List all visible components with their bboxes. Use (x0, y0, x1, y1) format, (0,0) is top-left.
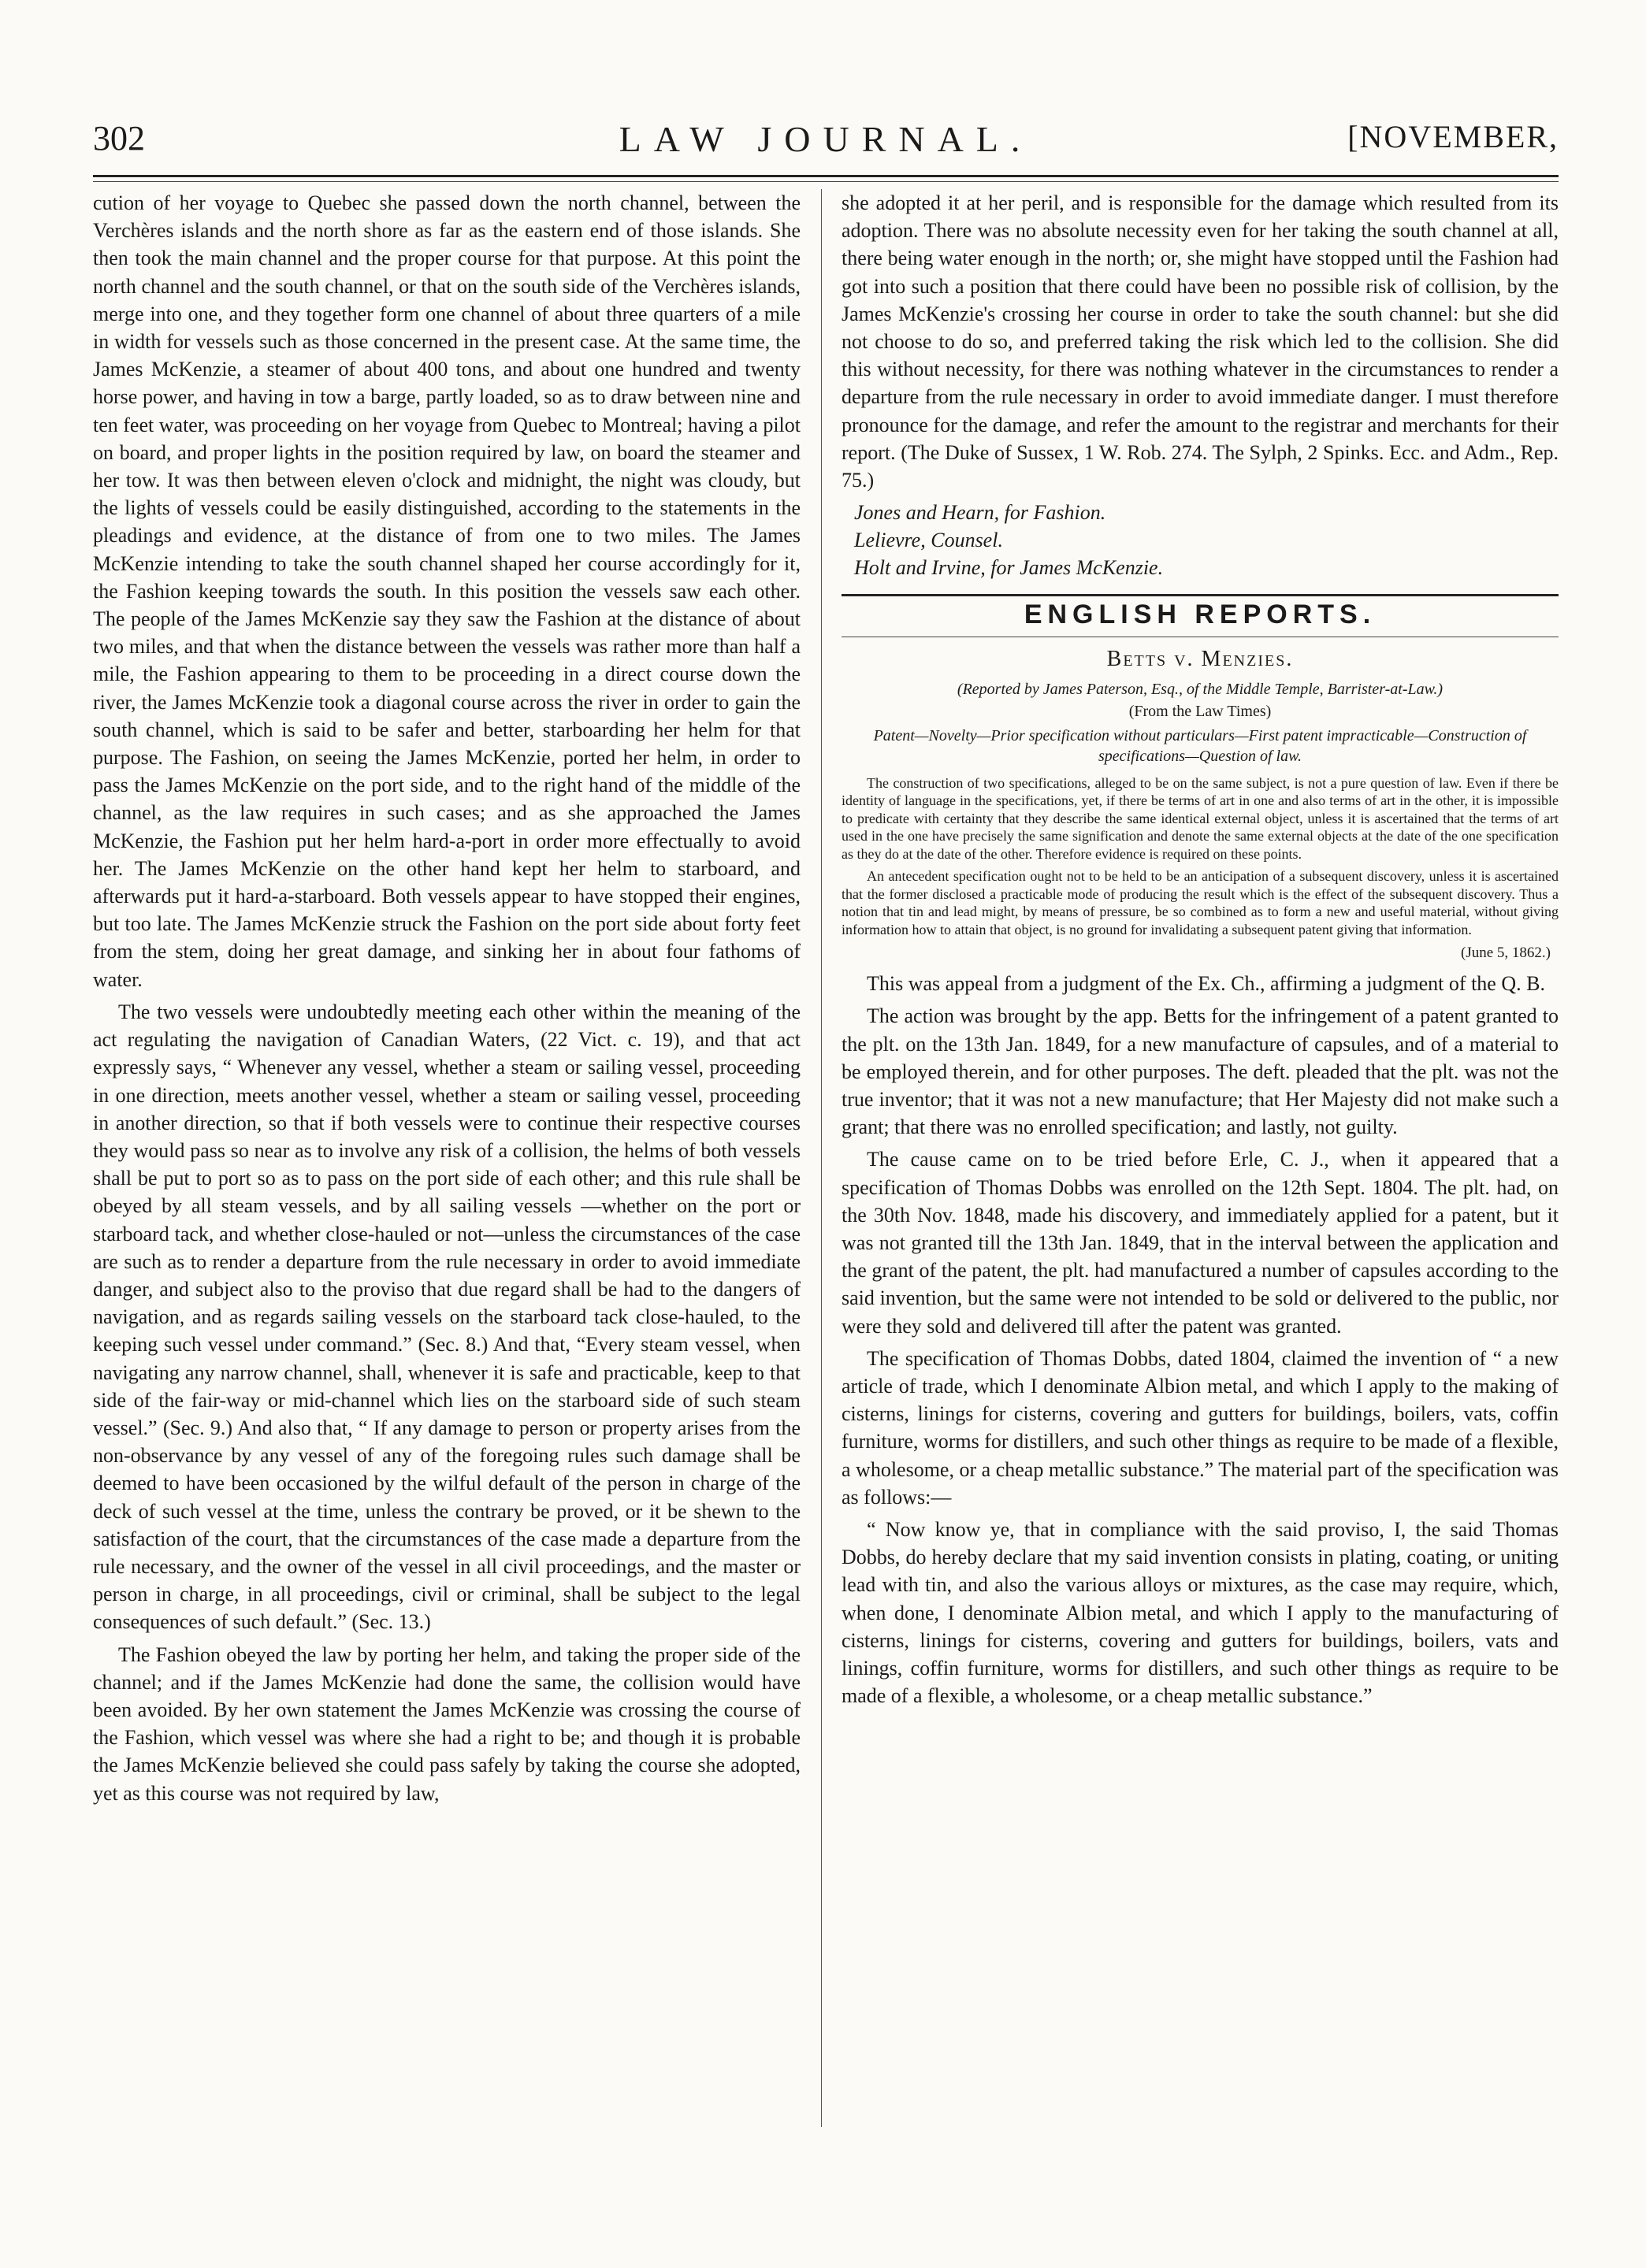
header-rule-thin (93, 181, 1559, 182)
judgment-date: (June 5, 1862.) (1461, 945, 1551, 962)
counsel-line: Jones and Hearn, for Fashion. (854, 501, 1106, 525)
page-header (93, 118, 1559, 167)
case-title: Betts v. Menzies. (1106, 647, 1294, 672)
paragraph: The two vessels were undoubtedly meeting each other within the meaning of the act regulating the navigation of Canadian Waters, (22 Vict. c. 19), and that act expressly says, “ Whenever any vessel, whether a steam or sailing vessel, proceeding in one direction, meets another vessel, whether a steam or sailing vessel, proceeding in another direction, so that if both vessels were to continue their respective courses they would pass so near as to involve any risk of a collision, the helms of both vessels shall be put to port so as to pass on the port side of each other; and this rule shall be obeyed by all steam vessels, and by all sailing vessels —whether on the port or starboard tack, and whether close-hauled or not—unless the circumstances of the case are such as to render a departure from the rule necessary in order to avoid immediate danger, and subject also to the proviso that due regard shall be had to the dangers of navigation, and as regards sailing vessels on the starboard tack close-hauled, to the keeping such vessel under command.” (Sec. 8.) And that, “Every steam vessel, when navigating any narrow channel, shall, whenever it is safe and practicable, keep to that side of the fair-way or mid-channel which lies on the starboard side of such steam vessel.” (Sec. 9.) And also that, “ If any damage to person or property arises from the non-observance by any vessel of any of the foregoing rules such damage shall be deemed to have been occasioned by the wilful default of the person in charge of the deck of such vessel at the time, unless the contrary be proved, or it be shewn to the satisfaction of the court, that the circumstances of the case made a departure from the rule necessary, and the owner of the vessel in all civil proceedings, and the master or person in charge, in all proceedings, civil or criminal, shall be subject to the legal consequences of such default.” (Sec. 13.) (93, 1000, 801, 1634)
paragraph: The specification of Thomas Dobbs, dated 1804, claimed the invention of “ a new article of trade, which I denominate Albion metal, and which I apply to the making of cisterns, linings for cisterns, covering and gutters for buildings, boilers, vats, coffin furniture, worms for distillers, and such other things as require to be made of a flexible, a wholesome, or a cheap metallic substance.” The material part of the specification was as follows:— (842, 1346, 1559, 1509)
counsel-line: Holt and Irvine, for James McKenzie. (854, 556, 1164, 580)
issue-month: [NOVEMBER, (1347, 119, 1559, 154)
subject-line: Patent—Novelty—Prior specification without particulars—First patent impracticable—Construction of specifications—Question of law. (873, 726, 1527, 765)
headnote: The construction of two specifications, alleged to be on the same subject, is not a pure question of law. Even if there be identity of language in the specifications, yet, if there be terms of art in one and also terms of art in the other, it is impossible to predicate with certainty that they describe the same identical external object, unless it is ascertained that the terms of art used in the one have precisely the same signification and denote the same external objects at the date of the one specification as they do at the date of the other. Therefore evidence is required on these points. (842, 774, 1559, 862)
headnote: An antecedent specification ought not to be held to be an anticipation of a subsequent discovery, unless it is ascertained that the former disclosed a practicable mode of producing the result which is the effect of the subsequent discovery. Thus a notion that tin and lead might, by means of pressure, be so combined as to form a new and useful material, without giving information how to attain that object, is no ground for invalidating a subsequent patent giving that information. (842, 868, 1559, 937)
paragraph: she adopted it at her peril, and is responsible for the damage which resulted from its adoption. There was no absolute necessity even for her taking the south channel at all, there being water enough in the north; or, she might have stopped until the Fashion had got into such a position that there could have been no possible risk of collision, by the James McKenzie's crossing her course in order to take the south channel: but she did not choose to do so, and preferred taking the risk which led to the collision. She did this without necessity, for there was nothing whatever in the circumstances to render a departure from the rule necessary in order to avoid immediate danger. I must therefore pronounce for the damage, and refer the amount to the registrar and merchants for their report. (The Duke of Sussex, 1 W. Rob. 274. The Sylph, 2 Spinks. Ecc. and Adm., Rep. 75.) (842, 191, 1559, 492)
paragraph: The Fashion obeyed the law by porting her helm, and taking the proper side of the channel; and if the James McKenzie had done the same, the collision would have been avoided. By her own statement the James McKenzie was crossing the course of the Fashion, which vessel was where she had a right to be; and though it is probable the James McKenzie believed she could pass safely by taking the course she adopted, yet as this course was not required by law, (93, 1643, 801, 1805)
section-rule (842, 594, 1559, 596)
paragraph: The action was brought by the app. Betts for the infringement of a patent granted to the plt. on the 13th Jan. 1849, for a new manufacture of capsules, and of a material to be employed therein, and for other purposes. The deft. pleaded that the plt. was not the true inventor; that it was not a new manufacture; that Her Majesty did not make such a grant; that there was no enrolled specification; and lastly, not guilty. (842, 1004, 1559, 1139)
reporter-line: (Reported by James Paterson, Esq., of the Middle Temple, Barrister-at-Law.) (957, 680, 1444, 698)
paragraph: The cause came on to be tried before Erle, C. J., when it appeared that a specification of Thomas Dobbs was enrolled on the 12th Sept. 1804. The plt. had, on the 30th Nov. 1848, made his discovery, and immediately applied for a patent, but it was not granted till the 13th Jan. 1849, that in the interval between the application and the grant of the patent, the plt. had manufactured a number of capsules according to the said invention, but the same were not intended to be sold or delivered to the public, nor were they sold and delivered till after the patent was granted. (842, 1148, 1559, 1338)
left-column (93, 189, 801, 2135)
counsel-list (854, 499, 1559, 581)
paragraph: This was appeal from a judgment of the Ex. Ch., affirming a judgment of the Q. B. (867, 972, 1545, 996)
section-title: ENGLISH REPORTS. (1024, 599, 1377, 630)
source-line: (From the Law Times) (1128, 702, 1272, 720)
page-number: 302 (93, 119, 145, 158)
journal-title: LAW JOURNAL. (619, 119, 1033, 159)
header-rule (93, 175, 1559, 177)
counsel-line: Lelievre, Counsel. (854, 529, 1003, 552)
right-column (842, 189, 1559, 2135)
paragraph: cution of her voyage to Quebec she passed down the north channel, between the Verchères islands and the north shore as far as the eastern end of those islands. She then took the main channel and the proper course for that purpose. At this point the north channel and the south channel, or that on the south side of the Verchères islands, merge into one, and they together form one channel of about three quarters of a mile in width for vessels such as those concerned in the present case. At the same time, the James McKenzie, a steamer of about 400 tons, and about one hundred and twenty horse power, and having in tow a barge, partly loaded, so as to draw between nine and ten feet water, was proceeding on her voyage from Quebec to Montreal; having a pilot on board, and proper lights in the position required by law, on board the steamer and her tow. It was then between eleven o'clock and midnight, the night was cloudy, but the lights of vessels could be easily distinguished, according to the statements in the pleadings and evidence, at the distance of from one to two miles. The James McKenzie intending to take the south channel shaped her course accordingly for it, the Fashion keeping towards the south. In this position the vessels saw each other. The people of the James McKenzie say they saw the Fashion at the distance of about two miles, and that when the distance between the vessels was rather more than half a mile, the Fashion appearing to them to be proceeding in a direct course down the river, the James McKenzie took a diagonal course across the river in order to gain the south channel, which is said to be safer and better, starboarding her helm for that purpose. The Fashion, on seeing the James McKenzie, ported her helm, in order to pass the James McKenzie on the port side, and to the right hand of the middle of the channel, as the law requires in such cases; and as she approached the James McKenzie, the Fashion put her helm hard-a-port in order more effectually to avoid her. The James McKenzie on the other hand kept her helm to starboard, and afterwards put it hard-a-starboard. Both vessels appear to have stopped their engines, but too late. The James McKenzie struck the Fashion on the port side about forty feet from the stem, doing her great damage, and sinking her in about four fathoms of water. (93, 191, 801, 991)
column-divider (821, 189, 822, 2127)
paragraph: “ Now know ye, that in compliance with the said proviso, I, the said Thomas Dobbs, do hereby declare that my said invention consists in plating, coating, or uniting lead with tin, and also the various alloys or mixtures, as the case may require, which, when done, I denominate Albion metal, and which I apply to the manufacturing of cisterns, linings for cisterns, covering and gutters for buildings, boilers, vats and linings, coffin furniture, worms for distillers, and such other things as require to be made of a flexible, a wholesome, or a cheap metallic substance.” (842, 1518, 1559, 1708)
